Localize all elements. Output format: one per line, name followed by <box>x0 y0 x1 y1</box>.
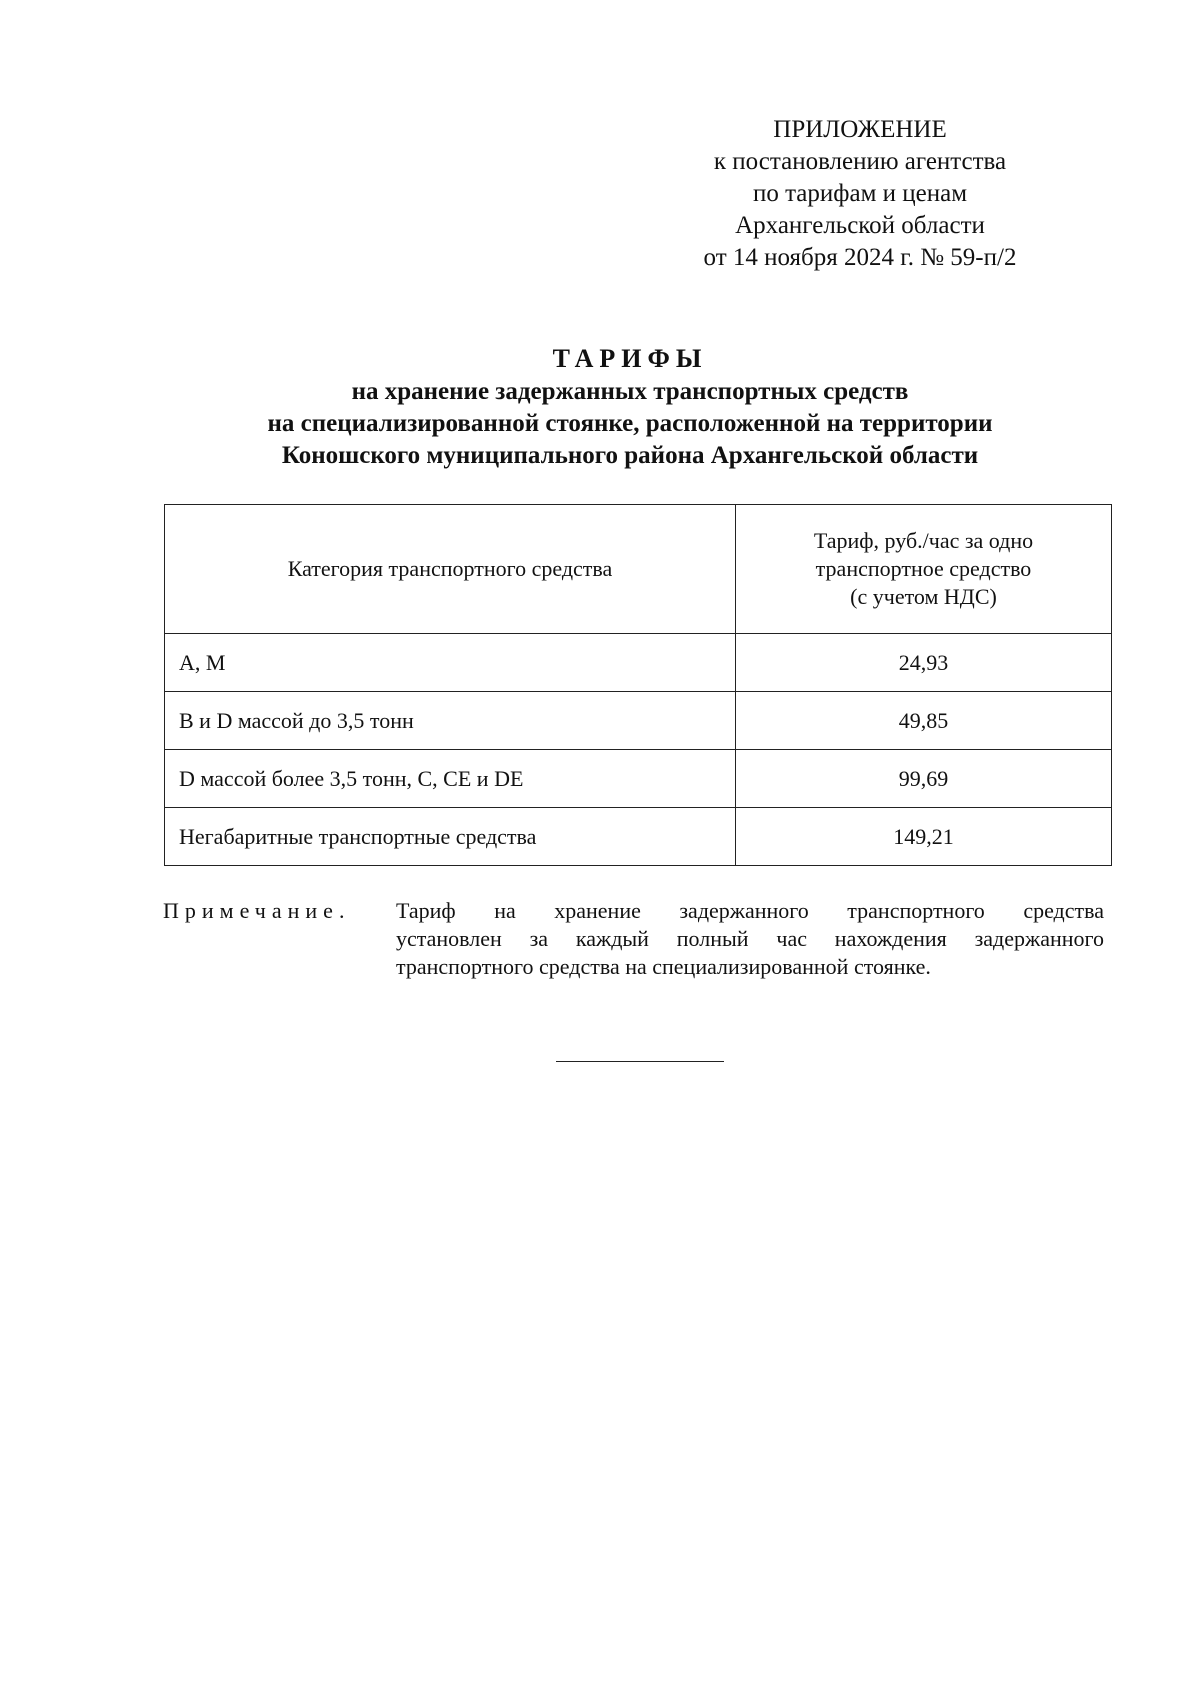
closing-divider <box>556 1061 724 1062</box>
document-title <box>150 342 1110 472</box>
appendix-line: Архангельской области <box>735 212 985 239</box>
note-line: Тариф на хранение задержанного транспортного средства <box>396 898 1104 923</box>
title-subline: на специализированной стоянке, расположенной на территории <box>267 410 993 437</box>
appendix-line: по тарифам и ценам <box>752 180 968 207</box>
title-subline: Коношского муниципального района Архангельской области <box>281 442 979 469</box>
note-line: установлен за каждый полный час нахождения задержанного <box>396 926 1104 951</box>
row-tariff: 49,85 <box>736 692 1112 750</box>
row-category: D массой более 3,5 тонн, C, CE и DE <box>165 750 736 808</box>
title-main: ТАРИФЫ <box>552 344 708 373</box>
row-category: B и D массой до 3,5 тонн <box>165 692 736 750</box>
row-tariff: 24,93 <box>736 634 1112 692</box>
header-tariff-line: Тариф, руб./час за одно <box>813 528 1034 553</box>
appendix-header <box>660 114 1060 274</box>
note-label: Примечание. <box>163 898 351 923</box>
header-category <box>165 505 736 634</box>
row-category: A, M <box>165 634 736 692</box>
header-category-label: Категория транспортного средства <box>287 556 613 581</box>
table-row <box>165 634 1112 692</box>
table-row <box>165 750 1112 808</box>
tariffs-table <box>164 504 1112 866</box>
appendix-date: от 14 ноября 2024 г. № 59-п/2 <box>703 244 1017 271</box>
row-tariff: 99,69 <box>736 750 1112 808</box>
table-row <box>165 808 1112 866</box>
note-text <box>396 897 1104 981</box>
header-tariff-line: (с учетом НДС) <box>850 584 997 609</box>
appendix-title: ПРИЛОЖЕНИЕ <box>773 116 947 143</box>
header-tariff <box>736 505 1112 634</box>
title-subline: на хранение задержанных транспортных средств <box>351 378 909 405</box>
table-header-row <box>165 505 1112 634</box>
appendix-line: к постановлению агентства <box>713 148 1007 175</box>
header-tariff-line: транспортное средство <box>815 556 1032 581</box>
row-tariff: 149,21 <box>736 808 1112 866</box>
row-category: Негабаритные транспортные средства <box>165 808 736 866</box>
table-row <box>165 692 1112 750</box>
note-line: транспортного средства на специализированной стоянке. <box>396 954 931 979</box>
